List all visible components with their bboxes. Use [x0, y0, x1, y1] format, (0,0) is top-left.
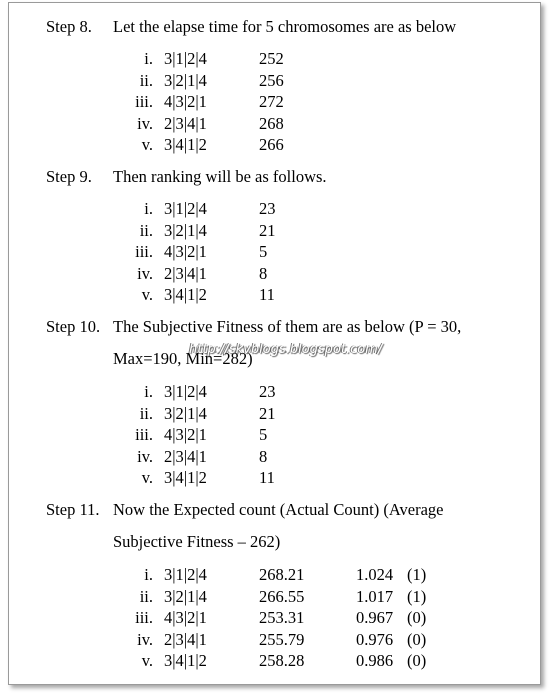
chromosome-sequence: 4|3|2|1: [164, 425, 207, 444]
list-numeral: v.: [141, 651, 153, 670]
chromosome-sequence: 4|3|2|1: [164, 242, 207, 261]
fitness-value: 258.28: [259, 651, 305, 670]
chromosome-sequence: 2|3|4|1: [164, 114, 207, 133]
chromosome-sequence: 4|3|2|1: [164, 608, 207, 627]
fitness-value: 8: [259, 447, 268, 466]
list-numeral: v.: [141, 285, 153, 304]
step-text: Now the Expected count (Actual Count) (Average: [113, 500, 444, 519]
list-numeral: iv.: [137, 447, 153, 466]
step-number: Step 9.: [46, 167, 92, 186]
step-text: Then ranking will be as follows.: [113, 167, 327, 186]
elapse-time: 272: [259, 92, 284, 111]
chromosome-sequence: 3|4|1|2: [164, 135, 207, 154]
step-9-heading: [46, 167, 327, 187]
step-number: Step 10.: [46, 317, 101, 336]
rank-value: 23: [259, 199, 276, 218]
fitness-value: 268.21: [259, 565, 305, 584]
list-numeral: iii.: [135, 425, 153, 444]
fitness-value: 5: [259, 425, 268, 444]
elapse-time: 252: [259, 49, 284, 68]
chromosome-sequence: 2|3|4|1: [164, 630, 207, 649]
step-number: Step 8.: [46, 17, 92, 36]
list-numeral: ii.: [139, 71, 153, 90]
fitness-value: 23: [259, 382, 276, 401]
actual-count: (1): [407, 587, 427, 606]
chromosome-sequence: 3|1|2|4: [164, 382, 207, 401]
list-numeral: v.: [141, 468, 153, 487]
expected-count: 1.024: [356, 565, 394, 584]
fitness-value: 21: [259, 404, 276, 423]
expected-count: 0.986: [356, 651, 394, 670]
list-numeral: v.: [141, 135, 153, 154]
list-numeral: i.: [144, 49, 153, 68]
step-8-heading: [46, 17, 456, 37]
step-number: Step 11.: [46, 500, 100, 519]
expected-count: 1.017: [356, 587, 394, 606]
list-numeral: i.: [144, 565, 153, 584]
step-11-heading: [46, 500, 444, 520]
list-numeral: iii.: [135, 242, 153, 261]
step-10-heading: [46, 317, 461, 337]
elapse-time: 268: [259, 114, 284, 133]
rank-value: 21: [259, 221, 276, 240]
list-numeral: iv.: [137, 630, 153, 649]
list-numeral: iv.: [137, 264, 153, 283]
chromosome-sequence: 3|4|1|2: [164, 651, 207, 670]
chromosome-sequence: 3|1|2|4: [164, 49, 207, 68]
list-numeral: iv.: [137, 114, 153, 133]
list-numeral: i.: [144, 199, 153, 218]
chromosome-sequence: 3|1|2|4: [164, 199, 207, 218]
fitness-value: 11: [259, 468, 275, 487]
list-numeral: ii.: [139, 404, 153, 423]
step-11-continuation: Subjective Fitness – 262): [113, 532, 281, 551]
list-numeral: iii.: [135, 92, 153, 111]
step-10-continuation: Max=190, Min=282): [113, 349, 253, 368]
fitness-value: 266.55: [259, 587, 305, 606]
chromosome-sequence: 3|1|2|4: [164, 565, 207, 584]
actual-count: (0): [407, 608, 427, 627]
rank-value: 11: [259, 285, 275, 304]
chromosome-sequence: 3|2|1|4: [164, 221, 207, 240]
chromosome-sequence: 2|3|4|1: [164, 447, 207, 466]
watermark: http://skvblogs.blogspot.com/: [189, 342, 383, 357]
elapse-time: 266: [259, 135, 284, 154]
actual-count: (1): [407, 565, 427, 584]
list-numeral: iii.: [135, 608, 153, 627]
actual-count: (0): [407, 651, 427, 670]
actual-count: (0): [407, 630, 427, 649]
chromosome-sequence: 3|2|1|4: [164, 587, 207, 606]
expected-count: 0.976: [356, 630, 394, 649]
rank-value: 5: [259, 242, 268, 261]
chromosome-sequence: 2|3|4|1: [164, 264, 207, 283]
elapse-time: 256: [259, 71, 284, 90]
step-text: Let the elapse time for 5 chromosomes are as below: [113, 17, 457, 36]
list-numeral: i.: [144, 382, 153, 401]
chromosome-sequence: 3|4|1|2: [164, 285, 207, 304]
list-numeral: ii.: [139, 221, 153, 240]
chromosome-sequence: 4|3|2|1: [164, 92, 207, 111]
expected-count: 0.967: [356, 608, 394, 627]
list-numeral: ii.: [139, 587, 153, 606]
rank-value: 8: [259, 264, 268, 283]
chromosome-sequence: 3|2|1|4: [164, 71, 207, 90]
chromosome-sequence: 3|2|1|4: [164, 404, 207, 423]
chromosome-sequence: 3|4|1|2: [164, 468, 207, 487]
document-page: [8, 2, 541, 685]
step-text: The Subjective Fitness of them are as below (P = 30,: [113, 317, 462, 336]
fitness-value: 253.31: [259, 608, 305, 627]
fitness-value: 255.79: [259, 630, 305, 649]
